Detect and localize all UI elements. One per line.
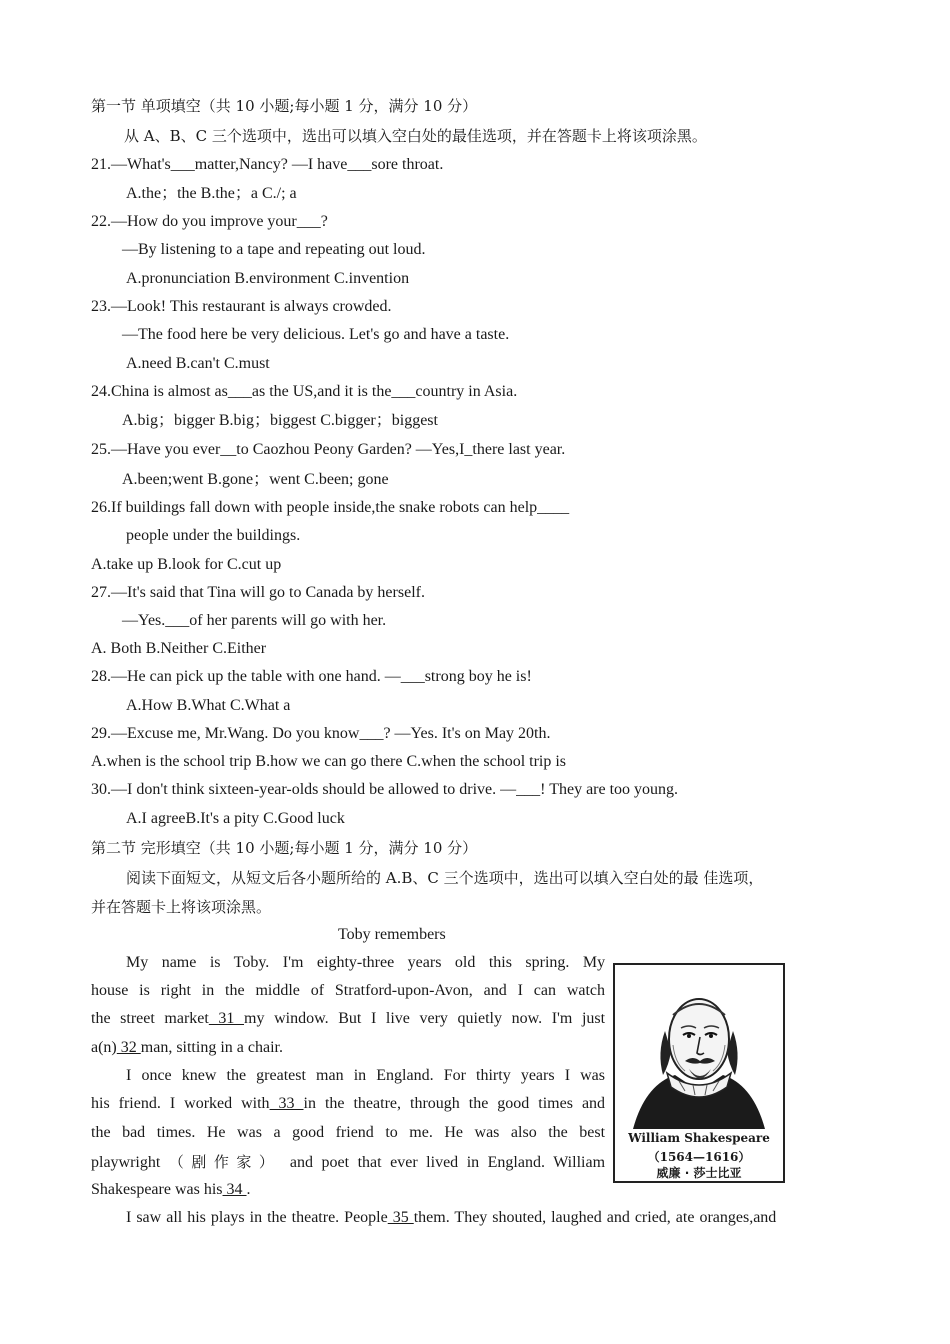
word: also (510, 1124, 537, 1141)
word: to (385, 1124, 398, 1141)
word: quietly (457, 1010, 502, 1027)
word: old (454, 954, 476, 971)
text: . (246, 1181, 251, 1198)
passage-p2-line2 (91, 1094, 605, 1114)
word: was (474, 1124, 500, 1141)
word: best (579, 1124, 606, 1141)
passage-p1-line1 (126, 953, 605, 973)
q26-stem: 26.If buildings fall down with people inside,the snake robots can help____ (91, 499, 570, 516)
blank-31: 31 (208, 1010, 245, 1027)
blank-33: 33 (269, 1095, 304, 1112)
portrait-caption-years: （1564—1616） (647, 1150, 751, 1164)
word: man (316, 1067, 344, 1084)
passage-p1-line2 (91, 981, 605, 1001)
word: me. (409, 1124, 433, 1141)
word: spring. (525, 954, 570, 971)
word: in (353, 1067, 367, 1084)
word: a (273, 1124, 281, 1141)
word: in (466, 1154, 480, 1171)
word: of (310, 982, 325, 999)
section1-instruction: 从 A、B、C 三个选项中，选出可以填入空白处的最佳选项，并在答题卡上将该项涂黑。 (124, 127, 707, 145)
q25-stem: 25.—Have you ever__to Caozhou Peony Garden? —Yes,I_there last year. (91, 441, 566, 458)
q26-options: A.take up B.look for C.cut up (91, 556, 282, 573)
word: For (443, 1067, 466, 1084)
q24-stem: 24.China is almost as___as the US,and it is the___country in Asia. (91, 383, 518, 400)
word: in (201, 982, 215, 999)
blank-34: 34 (222, 1181, 247, 1198)
blank-35: 35 (387, 1209, 414, 1226)
word: times (538, 1095, 573, 1112)
text: a(n) (91, 1039, 117, 1056)
word: middle (255, 982, 300, 999)
word: and (581, 1095, 606, 1112)
word: good (497, 1095, 530, 1112)
text: Shakespeare was his (91, 1181, 223, 1198)
word: greatest (256, 1067, 306, 1084)
word: eighty-three (316, 954, 395, 971)
word: theatre, (353, 1095, 402, 1112)
word: through (410, 1095, 460, 1112)
word: just (581, 1010, 606, 1027)
word: My (126, 954, 149, 971)
q21-stem: 21.—What's___matter,Nancy? —I have___sore throat. (91, 156, 444, 173)
word: （剧作家） (168, 1153, 282, 1171)
word: I'm (551, 1010, 573, 1027)
word: name (161, 954, 197, 971)
portrait-caption-chinese: 威廉 · 莎士比亚 (656, 1166, 742, 1180)
passage-p2-line4 (91, 1152, 605, 1173)
word: watch (566, 982, 606, 999)
word: now. (511, 1010, 543, 1027)
word: this (488, 954, 512, 971)
q26-line2: people under the buildings. (126, 527, 301, 544)
word: thirty (476, 1067, 511, 1084)
word: the (225, 982, 245, 999)
word: very (419, 1010, 448, 1027)
word: William (553, 1154, 606, 1171)
q28-options: A.How B.What C.What a (126, 697, 291, 714)
text: man, sitting in a chair. (140, 1039, 283, 1056)
passage-title: Toby remembers (338, 926, 446, 943)
word: window. (274, 1010, 329, 1027)
q21-options: A.the；the B.the；a C./; a (126, 185, 297, 202)
word: house (91, 982, 129, 999)
passage-p2-line5 (91, 1180, 251, 1200)
passage-p1-line4 (91, 1038, 283, 1058)
q28-stem: 28.—He can pick up the table with one hand. —___strong boy he is! (91, 668, 532, 685)
passage-p3-line1 (126, 1208, 776, 1228)
word: is (209, 954, 221, 971)
shakespeare-portrait (613, 963, 785, 1183)
section2-instruction-line1: 阅读下面短文，从短文后各小题所给的 A.B、C 三个选项中，选出可以填入空白处的最 佳选项， (126, 869, 764, 887)
q27-line2: —Yes.___of her parents will go with her. (122, 612, 387, 629)
word: my (244, 1010, 265, 1027)
word: My (582, 954, 606, 971)
word: the (548, 1124, 568, 1141)
word: I'm (282, 954, 304, 971)
q23-line2: —The food here be very delicious. Let's go and have a taste. (122, 326, 510, 343)
passage-p1-line3 (91, 1009, 605, 1029)
word: lived (426, 1154, 459, 1171)
word: and (483, 982, 507, 999)
word: was (237, 1124, 262, 1141)
word: But (338, 1010, 362, 1027)
q27-stem: 27.—It's said that Tina will go to Canada by herself. (91, 584, 425, 601)
blank-32: 32 (116, 1039, 141, 1056)
section2-heading: 第二节 完形填空（共 10 小题;每小题 1 分，满分 10 分） (91, 839, 478, 857)
word: the (324, 1095, 345, 1112)
word: bad (122, 1124, 146, 1141)
q23-options: A.need B.can't C.must (126, 355, 270, 372)
word: He (444, 1124, 463, 1141)
q30-stem: 30.—I don't think sixteen-year-olds should be allowed to drive. —___! They are too young. (91, 781, 679, 798)
word: poet (321, 1154, 350, 1171)
word: the (468, 1095, 489, 1112)
word: Toby. (233, 954, 270, 971)
word: I (517, 982, 523, 999)
q25-options: A.been;went B.gone；went C.been; gone (122, 471, 389, 488)
word: right (160, 982, 191, 999)
section2-instruction-line2: 并在答题卡上将该项涂黑。 (91, 898, 272, 916)
word: was (580, 1067, 606, 1084)
word: friend (335, 1124, 374, 1141)
word: He (206, 1124, 226, 1141)
word: I (370, 1010, 377, 1027)
word: live (385, 1010, 410, 1027)
q22-options: A.pronunciation B.environment C.invention (126, 270, 410, 287)
word: and (289, 1154, 314, 1171)
word: can (533, 982, 556, 999)
word: England. (487, 1154, 545, 1171)
shakespeare-portrait-drawing (623, 973, 775, 1129)
q22-line2: —By listening to a tape and repeating out loud. (122, 241, 426, 258)
word: good (292, 1124, 325, 1141)
text: them. They shouted, laughed and cried, ate oranges,and (413, 1209, 777, 1226)
q27-options: A. Both B.Neither C.Either (91, 640, 267, 657)
word: I (126, 1067, 132, 1084)
passage-p2-line3 (91, 1123, 605, 1143)
word: in (303, 1095, 316, 1112)
word: once (141, 1067, 172, 1084)
word: England. (376, 1067, 434, 1084)
word: the (226, 1067, 247, 1084)
word: the (91, 1124, 111, 1141)
word: times. (156, 1124, 196, 1141)
word: playwright (91, 1154, 161, 1171)
q24-options: A.big；bigger B.big；biggest C.bigger；biggest (122, 412, 438, 429)
word: is (139, 982, 150, 999)
word: that (357, 1154, 382, 1171)
q30-options: A.I agreeB.It's a pity C.Good luck (126, 810, 345, 827)
q29-options: A.when is the school trip B.how we can go there C.when the school trip is (91, 753, 567, 770)
q23-stem: 23.—Look! This restaurant is always crowded. (91, 298, 392, 315)
text: I saw all his plays in the theatre. People (126, 1209, 388, 1226)
q22-stem: 22.—How do you improve your___? (91, 213, 328, 230)
passage-p2-line1 (126, 1066, 605, 1086)
word: years (407, 954, 442, 971)
text: his friend. I worked with (91, 1095, 270, 1112)
q29-stem: 29.—Excuse me, Mr.Wang. Do you know___? —Yes. It's on May 20th. (91, 725, 551, 742)
section1-heading: 第一节 单项填空（共 10 小题;每小题 1 分，满分 10 分） (91, 97, 478, 115)
word: Stratford-upon-Avon, (334, 982, 473, 999)
word: ever (390, 1154, 418, 1171)
word: years (520, 1067, 555, 1084)
word: I (564, 1067, 571, 1084)
text: the street market (91, 1010, 209, 1027)
word: knew (181, 1067, 217, 1084)
portrait-caption-name: William Shakespeare (628, 1131, 770, 1145)
